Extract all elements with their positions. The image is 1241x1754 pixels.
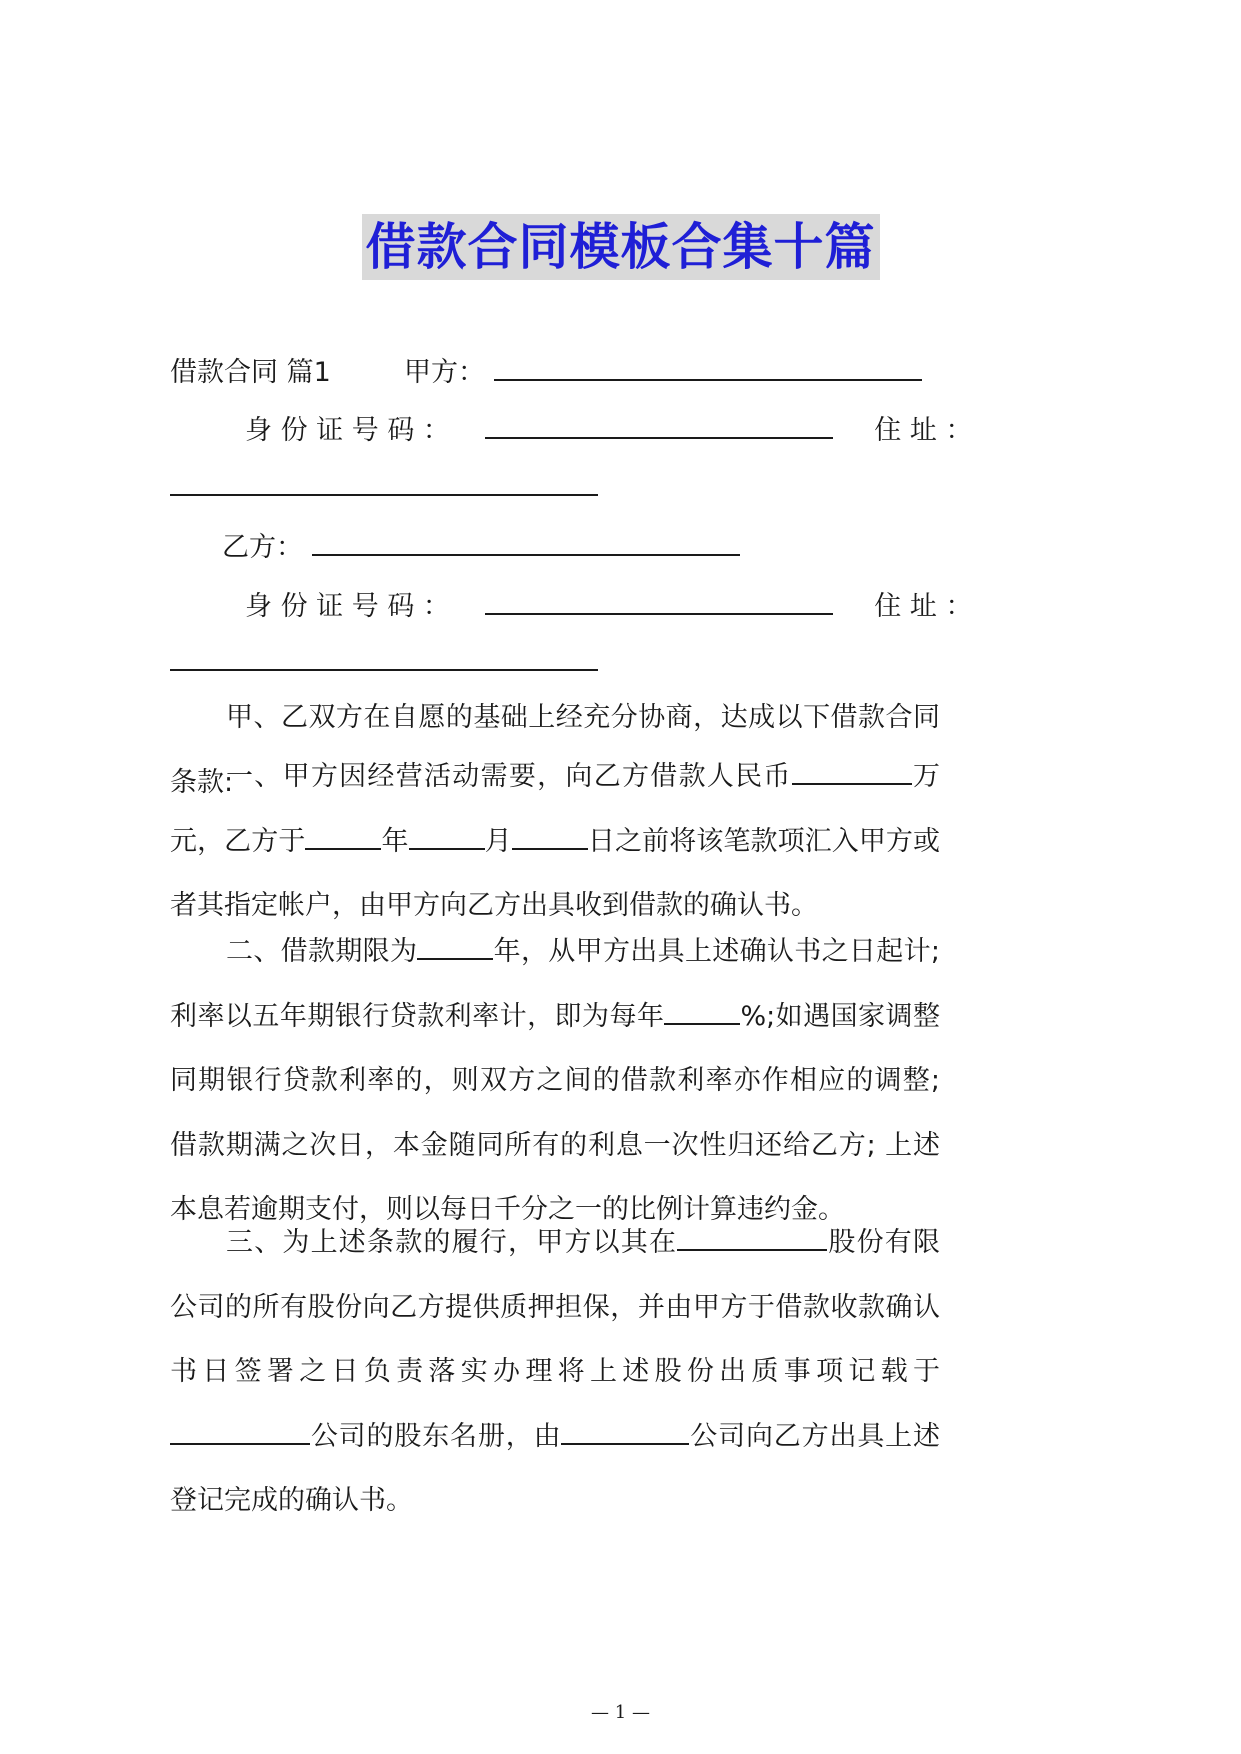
party-b-line [222,525,740,564]
company-blank-1 [677,1225,827,1251]
party-b-id-blank [485,587,833,615]
clause-1-text-d: 月 [484,825,512,857]
section-label: 借款合同 篇1 [170,357,331,388]
party-b-id-label: 身 份 证 号 码 ： [245,591,450,622]
party-b-label: 乙方： [222,532,303,563]
month-blank [409,824,485,850]
amount-blank [792,759,912,785]
company-blank-2 [170,1419,310,1445]
clause-2 [170,920,940,1243]
clause-1-text-c: 年 [381,825,409,857]
party-b-address-blank [170,643,598,671]
clause-2-text-c: %;如遇国家调整同期银行贷款利率的，则双方之间的借款利率亦作相应的调整; 借款期满之次日，本金随同所有的利息一次性归还给乙方; 上述本息若逾期支付，则以每日千分之一的比例计算违约金。 [170,1000,940,1225]
party-a-address-blank [170,468,598,496]
day-blank [512,824,588,850]
rate-blank [664,999,740,1025]
party-a-address-line [170,468,598,503]
party-b-id-line [245,584,972,623]
intro-text: 甲、乙双方在自愿的基础上经充分协商，达成以下借款合同条款: [170,702,940,798]
clause-1-text-a: 一、甲方因经营活动需要，向乙方借款人民币 [226,761,792,792]
clause-2-text-a: 二、借款期限为 [226,936,418,967]
party-a-address-label: 住 址 ： [874,415,973,446]
party-a-line [170,350,922,389]
party-a-id-label: 身 份 证 号 码 ： [245,415,450,446]
page-number: — 1 — [591,1702,650,1723]
party-a-blank [494,353,922,381]
clause-3 [170,1211,940,1534]
clause-1-text-b: 万元，乙方于 [170,761,941,857]
party-b-blank [312,528,740,556]
title-container [0,214,1241,280]
company-blank-3 [561,1419,689,1445]
clause-1-text-e: 日之前将该笔款项汇入甲方或者其指定帐户，由甲方向乙方出具收到借款的确认书。 [170,825,941,921]
party-a-id-line [245,408,972,447]
document-title: 借款合同模板合集十篇 [362,214,880,280]
term-years-blank [417,934,493,960]
clause-1 [170,745,940,939]
party-a-id-blank [485,411,833,439]
clause-2-text-b: 年，从甲方出具上述确认书之日起计;利率以五年期银行贷款利率计，即为每年 [170,936,940,1032]
party-a-label: 甲方： [403,357,485,388]
year-blank [305,824,381,850]
party-b-address-label: 住 址 ： [874,591,973,622]
clause-3-text-a: 三、为上述条款的履行，甲方以其在 [226,1227,678,1258]
clause-3-text-d: 公司向乙方出具上述登记完成的确认书。 [170,1420,941,1516]
clause-3-text-c: 公司的股东名册，由 [310,1420,562,1452]
party-b-address-line [170,643,598,678]
clause-3-text-b: 股份有限公司的所有股份向乙方提供质押担保，并由甲方于借款收款确认书日签署之日负责落实办理将上述股份出质事项记载于 [170,1227,941,1387]
